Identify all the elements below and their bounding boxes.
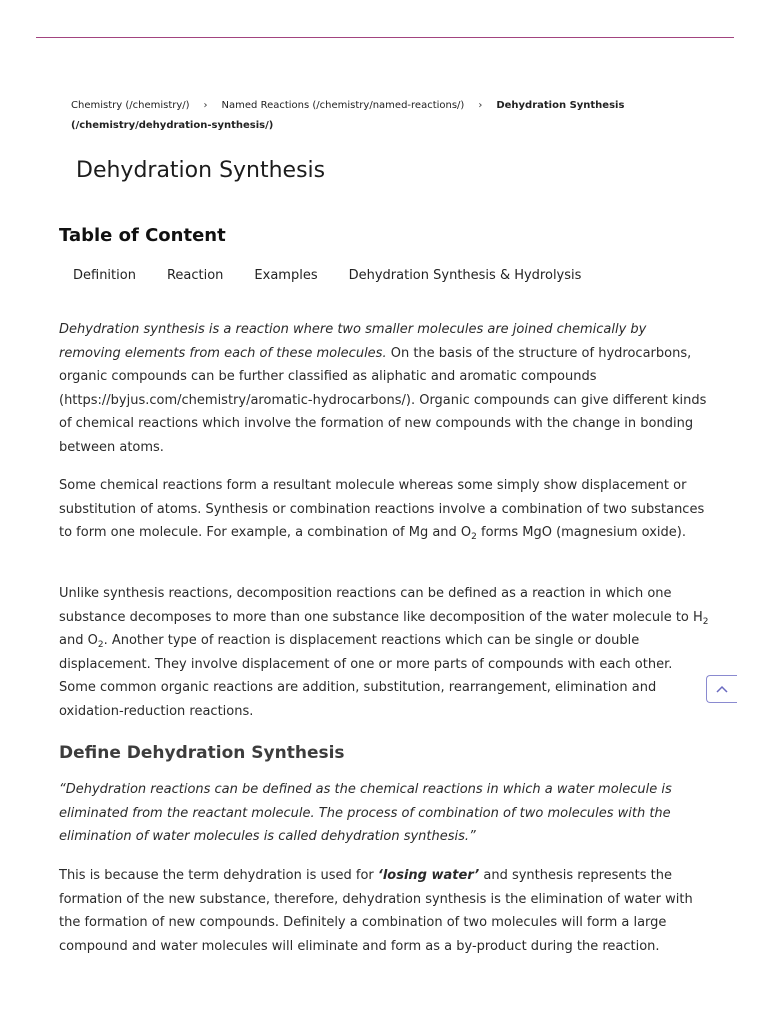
intro-body-text: On the basis of the structure of hydrocarbons, organic compounds can be further classified as aliphatic and aromatic compounds (https://byjus.com/chemistry/aromatic-hydrocarbons/). Organic compounds can give different kinds of chemical reactions which involve the formation of new compounds with the change in bonding between atoms. [59, 345, 707, 455]
paragraph-text: Unlike synthesis reactions, decomposition reactions can be defined as a reaction in which one substance decomposes to more than one substance like decomposition of the water molecule to H [59, 586, 703, 625]
paragraph-text: This is because the term dehydration is used for [59, 868, 378, 883]
breadcrumb-separator-icon: › [203, 100, 208, 111]
emphasis-text: ‘losing water’ [377, 868, 480, 883]
breadcrumb-current-page[interactable]: Dehydration Synthesis (/chemistry/dehydration-synthesis/) [71, 100, 625, 131]
toc-item-definition[interactable]: Definition [73, 268, 136, 283]
intro-definition-text: Dehydration synthesis is a reaction where two smaller molecules are joined chemically by removing elements from each of these molecules. [59, 322, 647, 361]
breadcrumb-link-chemistry[interactable]: Chemistry (/chemistry/) [71, 100, 190, 111]
toc-item-dehydration-hydrolysis[interactable]: Dehydration Synthesis & Hydrolysis [348, 268, 582, 283]
paragraph-text: . Another type of reaction is displacement reactions which can be single or double displacement. They involve displacement of one or more parts of compounds with each other. Some common organic reactions are addition, substitution, rearrangement, elimination and oxidation-reduction reactions. [59, 633, 673, 719]
subscript: 2 [702, 616, 709, 627]
article-paragraph-explanation [59, 864, 709, 958]
paragraph-text: forms MgO (magnesium oxide). [476, 525, 686, 540]
section-heading-define: Define Dehydration Synthesis [59, 743, 345, 763]
page-title: Dehydration Synthesis [76, 158, 326, 183]
breadcrumb-link-named-reactions[interactable]: Named Reactions (/chemistry/named-reactions/) [221, 100, 465, 111]
scroll-to-top-button[interactable] [706, 675, 737, 703]
header-divider [36, 37, 734, 38]
paragraph-text: Some chemical reactions form a resultant molecule whereas some simply show displacement or substitution of atoms. Synthesis or combination reactions involve a combination of two substances to form one molecule. For example, a combination of Mg and O [59, 478, 705, 540]
article-paragraph-decomposition [59, 582, 709, 723]
chevron-up-icon [715, 684, 729, 694]
paragraph-text: and O [59, 633, 98, 648]
table-of-contents [73, 268, 612, 283]
article-paragraph-synthesis [59, 474, 709, 545]
definition-quote [59, 778, 709, 849]
toc-item-reaction[interactable]: Reaction [166, 268, 224, 283]
subscript: 2 [97, 640, 104, 650]
breadcrumb-separator-icon: › [478, 100, 483, 111]
toc-item-examples[interactable]: Examples [254, 268, 318, 283]
quote-text: “Dehydration reactions can be defined as the chemical reactions in which a water molecule is eliminated from the reactant molecule. The process of combination of two molecules with the elimination of water molecules is called dehydration synthesis.” [59, 782, 672, 844]
paragraph-text: and synthesis represents the formation of the new substance, therefore, dehydration synthesis is the elimination of water with the formation of new compounds. Definitely a combination of two molecules will form a large compound and water molecules will eliminate and form as a by-product during the reaction. [59, 868, 693, 954]
article-paragraph-intro [59, 318, 709, 459]
toc-title: Table of Content [59, 225, 226, 246]
subscript: 2 [471, 532, 477, 542]
breadcrumb [71, 96, 631, 136]
